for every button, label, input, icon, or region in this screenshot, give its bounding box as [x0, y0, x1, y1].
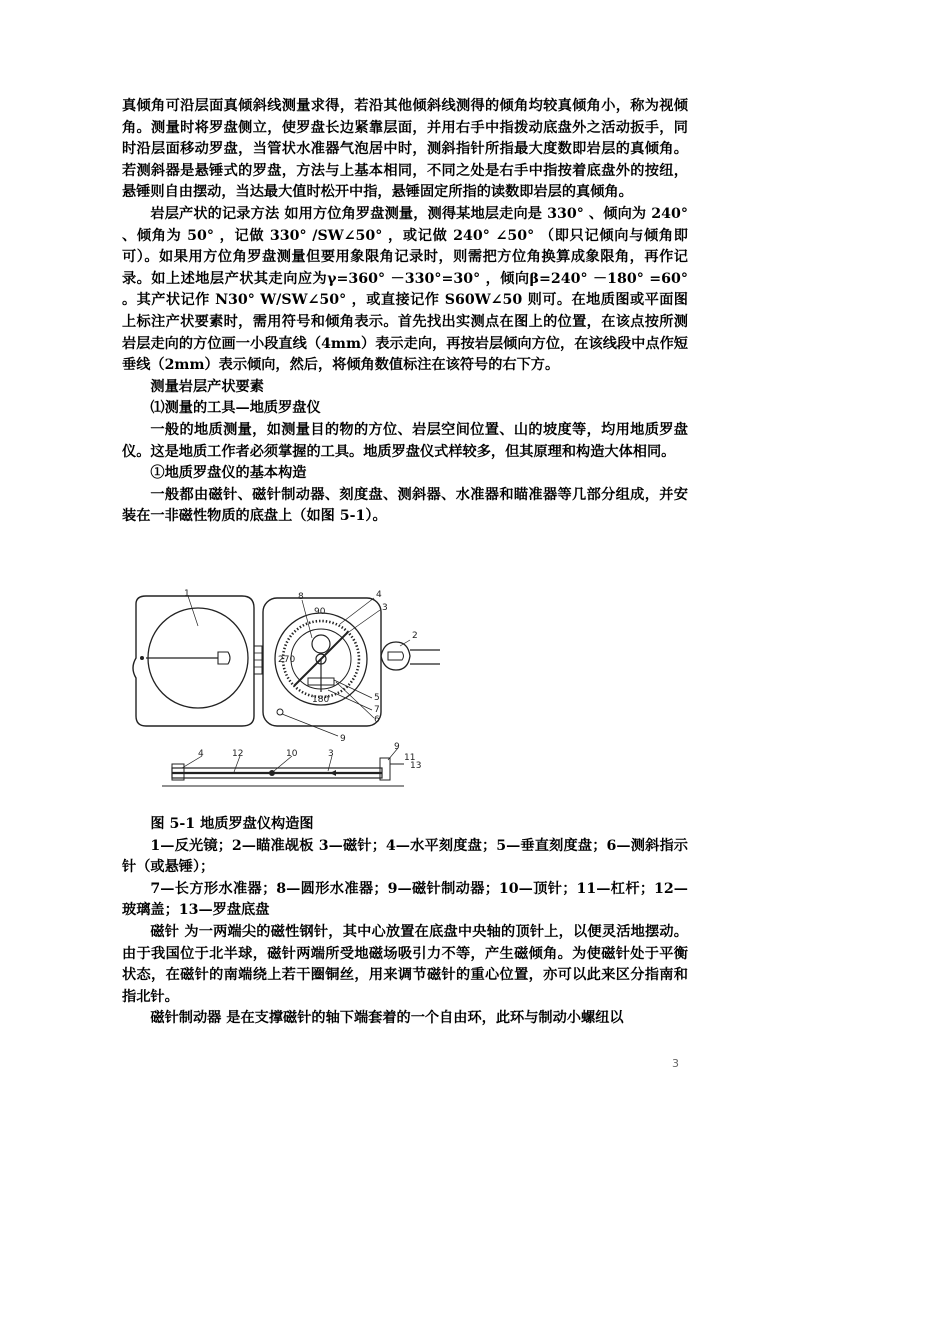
paragraph-compass-usage: 一般的地质测量，如测量目的物的方位、岩层空间位置、山的坡度等，均用地质罗盘仪。这是地质工作者必须掌握的工具。地质罗盘仪式样较多，但其原理和构造大体相同。 [122, 421, 688, 460]
compass-body [263, 598, 381, 726]
label-9-top: 9 [340, 734, 346, 744]
label-7: 7 [374, 705, 380, 715]
text-block-bottom [122, 814, 688, 1030]
label-11: 11 [404, 753, 416, 763]
compass-diagram [122, 586, 442, 800]
scale-mark-90: 90 [314, 607, 326, 617]
scale-mark-180: 180 [312, 695, 330, 705]
text-block-top [122, 96, 688, 528]
label-2: 2 [412, 631, 418, 641]
label-9-side: 9 [394, 742, 400, 752]
label-10: 10 [286, 749, 298, 759]
label-4-top: 4 [376, 590, 382, 600]
heading-compass-tool: ⑴测量的工具—地质罗盘仪 [150, 400, 321, 417]
label-4-side: 4 [198, 749, 204, 759]
label-13: 13 [410, 761, 422, 771]
paragraph-magnetic-needle: 磁针 为一两端尖的磁性钢针，其中心放置在底盘中央轴的顶针上，以便灵活地摆动。由于我国位于北半球，磁针两端所受地磁场吸引力不等，产生磁倾角。为使磁针处于平衡状态，在磁针的南端绕上若干圈铜丝，用来调节磁针的重心位置，亦可以此来区分指南和指北针。 [122, 923, 688, 1005]
paragraph-attitude-recording: 岩层产状的记录方法 如用方位角罗盘测量，测得某地层走向是 330° 、倾向为 240° 、倾角为 50° ，记做 330° /SW∠50° ，或记做 240° ∠50° （即只记倾向与倾角即可）。如果用方位角罗盘测量但要用象限角记录时，则需把方位角换算成象限角，再作记录。如上述地层产状其走向应为γ=360° －330°=30° ，倾向β=240° －180° =60° 。其产状记作 N30° W/SW∠50° ，或直接记作 S60W∠50 则可。在地质图或平面图上标注产状要素时，需用符号和倾角表示。首先找出实测点在图上的位置，在该点按所测岩层走向的方位画一小段直线（4mm）表示走向，再按岩层倾向方位，在该线段中点作短垂线（2mm）表示倾向，然后，将倾角数值标注在该符号的右下方。 [122, 205, 688, 374]
sight-vane [381, 642, 440, 670]
paragraph-true-dip: 真倾角可沿层面真倾斜线测量求得，若沿其他倾斜线测得的倾角均较真倾角小，称为视倾角。测量时将罗盘侧立，使罗盘长边紧靠层面，并用右手中指拨动底盘外之活动扳手，同时沿层面移动罗盘，当管状水准器气泡居中时，测斜指针所指最大度数即岩层的真倾角。若测斜器是悬锤式的罗盘，方法与上基本相同，不同之处是右手中指按着底盘外的按纽，悬锤则自由摆动，当达最大值时松开中指，悬锤固定所指的读数即岩层的真倾角。 [122, 98, 688, 201]
paragraph-needle-brake: 磁针制动器 是在支撑磁针的轴下端套着的一个自由环，此环与制动小螺纽以 [150, 1010, 624, 1027]
figure-caption-title: 图 5-1 地质罗盘仪构造图 [150, 816, 314, 832]
label-8: 8 [298, 592, 304, 602]
scale-mark-270: 270 [278, 655, 296, 665]
paragraph-compass-parts: 一般都由磁针、磁针制动器、刻度盘、测斜器、水准器和瞄准器等几部分组成，并安装在一非磁性物质的底盘上（如图 5-1）。 [122, 486, 688, 525]
figure-legend-line-2: 7—长方形水准器；8—圆形水准器；9—磁针制动器；10—顶针；11—杠杆；12—玻璃盖；13—罗盘底盘 [122, 880, 688, 919]
page-number: 3 [672, 1057, 679, 1070]
mirror-lid [133, 596, 254, 726]
hinge [254, 646, 262, 674]
label-3: 3 [382, 603, 388, 613]
label-1: 1 [184, 589, 190, 599]
heading-measure-attitude: 测量岩层产状要素 [150, 378, 264, 395]
label-5: 5 [374, 693, 380, 703]
label-12: 12 [232, 749, 244, 759]
compass-diagram-svg [122, 586, 442, 800]
heading-compass-structure: ①地质罗盘仪的基本构造 [150, 465, 307, 482]
figure-legend-line-1: 1—反光镜；2—瞄准觇板 3—磁针；4—水平刻度盘；5—垂直刻度盘；6—测斜指示针（或悬锤）； [122, 837, 688, 876]
side-profile [162, 758, 404, 786]
label-6: 6 [374, 715, 380, 725]
label-3-side: 3 [328, 749, 334, 759]
